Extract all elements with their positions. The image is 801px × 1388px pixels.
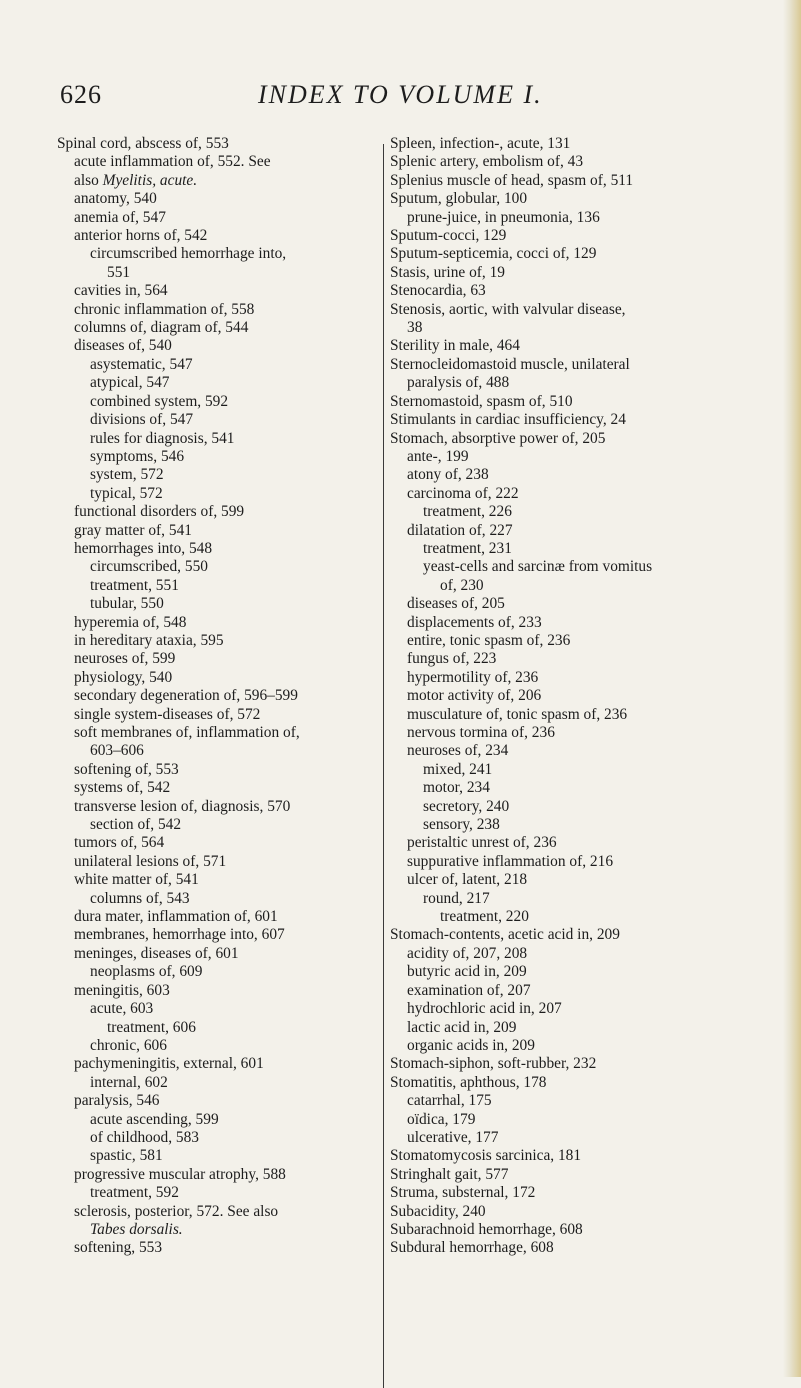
index-entry: Subdural hemorrhage, 608	[390, 1239, 554, 1257]
page-header	[0, 80, 801, 120]
index-entry: acidity of, 207, 208	[407, 944, 528, 962]
index-entry: sensory, 238	[423, 816, 500, 834]
index-entry: softening of, 553	[74, 760, 179, 778]
index-entry: rules for diagnosis, 541	[90, 429, 235, 447]
index-column-left	[57, 135, 377, 1258]
index-entry: acute ascending, 599	[90, 1110, 219, 1128]
index-entry: diseases of, 540	[74, 337, 172, 355]
index-entry: section of, 542	[90, 816, 182, 834]
index-entry: treatment, 231	[423, 539, 512, 557]
index-entry: in hereditary ataxia, 595	[74, 631, 224, 649]
index-entry: hyperemia of, 548	[74, 613, 187, 631]
page-number: 626	[60, 80, 102, 109]
index-entry: tumors of, 564	[74, 834, 165, 852]
index-entry: neuroses of, 599	[74, 650, 176, 668]
index-entry: systems of, 542	[74, 779, 171, 797]
index-entry: lactic acid in, 209	[407, 1018, 517, 1036]
index-entry: Subarachnoid hemorrhage, 608	[390, 1220, 583, 1238]
index-entry: circumscribed hemorrhage into,	[90, 245, 287, 263]
index-entry: Sputum-cocci, 129	[390, 227, 507, 245]
index-entry: round, 217	[423, 889, 490, 907]
index-entry: internal, 602	[90, 1073, 168, 1091]
index-entry: atony of, 238	[407, 466, 489, 484]
index-entry: neuroses of, 234	[407, 742, 509, 760]
index-entry: Stenosis, aortic, with valvular disease,	[390, 300, 626, 318]
index-entry: catarrhal, 175	[407, 1092, 492, 1110]
index-entry: Stomach-siphon, soft-rubber, 232	[390, 1055, 597, 1073]
index-entry: Stomatitis, aphthous, 178	[390, 1073, 547, 1091]
index-entry: columns of, 543	[90, 889, 190, 907]
index-entry: nervous tormina of, 236	[407, 724, 555, 741]
index-entry: chronic inflammation of, 558	[74, 300, 255, 318]
index-entry: fungus of, 223	[407, 650, 497, 668]
index-entry: sclerosis, posterior, 572. See also	[74, 1202, 279, 1220]
index-entry: Spinal cord, abscess of, 553	[57, 135, 229, 152]
index-entry: paralysis, 546	[74, 1092, 160, 1110]
index-entry: system, 572	[90, 466, 164, 484]
index-entry: asystematic, 547	[90, 355, 193, 373]
index-entry: neoplasms of, 609	[90, 963, 203, 981]
index-entry: musculature of, tonic spasm of, 236	[407, 705, 628, 723]
index-entry: treatment, 592	[90, 1184, 179, 1202]
index-entry: entire, tonic spasm of, 236	[407, 631, 571, 649]
index-entry: treatment, 220	[440, 908, 529, 926]
index-entry: Stomach, absorptive power of, 205	[390, 429, 606, 447]
index-entry: hypermotility of, 236	[407, 668, 539, 686]
index-entry: Stenocardia, 63	[390, 282, 486, 300]
index-entry: gray matter of, 541	[74, 521, 192, 539]
index-entry: white matter of, 541	[74, 871, 199, 889]
index-entry: Spleen, infection-, acute, 131	[390, 135, 571, 152]
index-entry: transverse lesion of, diagnosis, 570	[74, 797, 291, 815]
index-entry: cavities in, 564	[74, 282, 168, 300]
index-entry: functional disorders of, 599	[74, 503, 245, 521]
index-entry: softening, 553	[74, 1239, 163, 1257]
index-entry: hydrochloric acid in, 207	[407, 1000, 562, 1018]
index-entry: motor, 234	[423, 779, 490, 797]
index-entry: Stomatomycosis sarcinica, 181	[390, 1147, 582, 1165]
index-entry: chronic, 606	[90, 1036, 167, 1054]
index-entry: paralysis of, 488	[407, 374, 510, 392]
column-divider	[383, 144, 384, 1388]
index-entry: Sputum, globular, 100	[390, 190, 528, 208]
index-entry: columns of, diagram of, 544	[74, 319, 249, 337]
index-entry: dura mater, inflammation of, 601	[74, 908, 278, 926]
page-edge-shadow	[783, 0, 801, 1377]
index-entry: hemorrhages into, 548	[74, 539, 213, 557]
index-entry: secondary degeneration of, 596–599	[74, 687, 298, 705]
running-title: INDEX TO VOLUME I.	[258, 80, 543, 109]
index-entry: examination of, 207	[407, 981, 531, 999]
index-entry: meninges, diseases of, 601	[74, 944, 239, 962]
index-entry: acute, 603	[90, 1000, 154, 1018]
index-entry: Splenius muscle of head, spasm of, 511	[390, 171, 634, 189]
index-entry: soft membranes of, inflammation of,	[74, 724, 300, 741]
index-entry: 551	[107, 263, 131, 281]
index-entry: also Myelitis, acute.	[74, 171, 198, 189]
index-entry: tubular, 550	[90, 595, 164, 613]
index-entry: ulcer of, latent, 218	[407, 871, 528, 889]
index-entry: butyric acid in, 209	[407, 963, 527, 981]
index-entry: single system-diseases of, 572	[74, 705, 261, 723]
index-entry: Sputum-septicemia, cocci of, 129	[390, 245, 597, 263]
index-entry: pachymeningitis, external, 601	[74, 1055, 264, 1073]
index-entry: secretory, 240	[423, 797, 510, 815]
index-entry: organic acids in, 209	[407, 1036, 535, 1054]
index-entry: ante-, 199	[407, 447, 469, 465]
index-entry: Stringhalt gait, 577	[390, 1165, 509, 1183]
index-entry: progressive muscular atrophy, 588	[74, 1165, 286, 1183]
index-entry: Sterility in male, 464	[390, 337, 520, 355]
index-column-right	[390, 135, 776, 1258]
index-entry: Tabes dorsalis.	[90, 1220, 183, 1238]
index-entry: Subacidity, 240	[390, 1202, 486, 1220]
index-entry: spastic, 581	[90, 1147, 163, 1165]
index-entry: atypical, 547	[90, 374, 170, 392]
index-entry: mixed, 241	[423, 760, 493, 778]
index-entry: dilatation of, 227	[407, 521, 513, 539]
index-entry: circumscribed, 550	[90, 558, 208, 576]
index-entry: ulcerative, 177	[407, 1128, 499, 1146]
index-entry: motor activity of, 206	[407, 687, 542, 705]
index-entry: prune-juice, in pneumonia, 136	[407, 208, 600, 226]
index-entry: combined system, 592	[90, 392, 229, 410]
index-entry: anterior horns of, 542	[74, 227, 208, 245]
index-entry: of childhood, 583	[90, 1128, 200, 1146]
index-entry: Stomach-contents, acetic acid in, 209	[390, 926, 620, 944]
index-entry: symptoms, 546	[90, 447, 185, 465]
index-entry: treatment, 226	[423, 503, 512, 521]
index-entry: treatment, 551	[90, 576, 179, 594]
index-entry: typical, 572	[90, 484, 163, 502]
index-entry: of, 230	[440, 576, 484, 594]
index-entry: oïdica, 179	[407, 1110, 476, 1128]
index-entry: 38	[407, 319, 423, 337]
index-entry: physiology, 540	[74, 668, 173, 686]
index-entry: divisions of, 547	[90, 411, 194, 429]
index-entry: Sternocleidomastoid muscle, unilateral	[390, 355, 630, 373]
index-entry: peristaltic unrest of, 236	[407, 834, 557, 852]
index-entry: suppurative inflammation of, 216	[407, 852, 614, 870]
index-entry: membranes, hemorrhage into, 607	[74, 926, 285, 944]
index-entry: anatomy, 540	[74, 190, 157, 208]
index-entry: Struma, substernal, 172	[390, 1184, 536, 1202]
index-entry: 603–606	[90, 742, 144, 760]
index-entry: Sternomastoid, spasm of, 510	[390, 392, 573, 410]
index-entry: anemia of, 547	[74, 208, 166, 226]
index-entry: acute inflammation of, 552. See	[74, 153, 271, 171]
index-entry: Stasis, urine of, 19	[390, 263, 505, 281]
index-entry: treatment, 606	[107, 1018, 196, 1036]
index-entry: displacements of, 233	[407, 613, 542, 631]
index-entry: Splenic artery, embolism of, 43	[390, 153, 584, 171]
index-entry: diseases of, 205	[407, 595, 505, 613]
index-entry: unilateral lesions of, 571	[74, 852, 227, 870]
index-entry: carcinoma of, 222	[407, 484, 519, 502]
index-entry: Stimulants in cardiac insufficiency, 24	[390, 411, 626, 429]
index-entry: meningitis, 603	[74, 981, 170, 999]
index-entry: yeast-cells and sarcinæ from vomitus	[423, 558, 653, 576]
